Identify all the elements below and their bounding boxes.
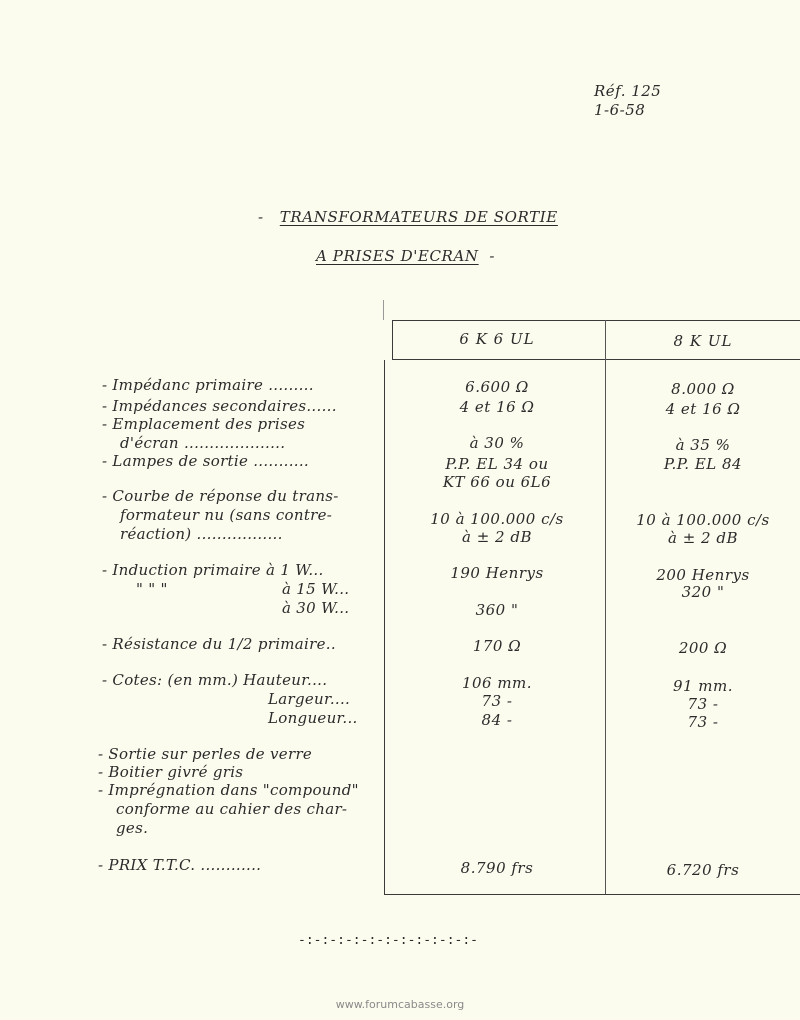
cell-6k6ul-lampes-1: P.P. EL 34 ou <box>445 455 549 473</box>
label-boitier: - Boitier givré gris <box>98 763 244 781</box>
cell-6k6ul-lampes-2: KT 66 ou 6L6 <box>442 473 552 491</box>
cell-6k6ul-imp-primaire: 6.600 Ω <box>465 378 529 396</box>
cell-6k6ul-resistance: 170 Ω <box>472 637 522 655</box>
cell-8kul-longueur: 73 - <box>687 713 719 731</box>
table-top-tick <box>383 300 384 320</box>
table-left-border <box>384 360 385 895</box>
cell-8kul-induction-1: 200 Henrys <box>656 566 750 584</box>
label-impregnation-2: conforme au cahier des char- <box>116 800 348 818</box>
cell-8kul-emplacement: à 35 % <box>675 436 731 454</box>
cell-6k6ul-induction-1: 190 Henrys <box>450 564 544 582</box>
label-courbe-2: formateur nu (sans contre- <box>120 506 333 524</box>
title-text-2: A PRISES D'ECRAN <box>316 247 479 265</box>
cell-6k6ul-courbe-2: à ± 2 dB <box>462 528 532 546</box>
title-line-2 <box>316 247 495 265</box>
label-impregnation-3: ges. <box>116 819 149 837</box>
cell-8kul-courbe-1: 10 à 100.000 c/s <box>636 511 770 529</box>
table-bottom-border <box>384 894 800 895</box>
title-dash-end: - <box>489 247 496 265</box>
label-cotes-hauteur: - Cotes: (en mm.) Hauteur.... <box>102 671 328 689</box>
cell-8kul-imp-secondaires: 4 et 16 Ω <box>665 400 741 418</box>
cell-6k6ul-emplacement: à 30 % <box>469 434 525 452</box>
cell-6k6ul-longueur: 84 - <box>481 711 513 729</box>
label-impedances-secondaires: - Impédances secondaires...... <box>102 397 337 415</box>
title-dash: - <box>258 208 264 226</box>
cell-6k6ul-hauteur: 106 mm. <box>461 674 533 692</box>
label-resistance: - Résistance du 1/2 primaire.. <box>102 635 336 653</box>
watermark-url: www.forumcabasse.org <box>335 998 465 1011</box>
column-header-6k6ul: 6 K 6 UL <box>459 330 535 348</box>
label-impregnation-1: - Imprégnation dans "compound" <box>98 781 359 799</box>
label-lampes-sortie: - Lampes de sortie ........... <box>102 452 309 470</box>
label-cotes-largeur: Largeur.... <box>268 690 351 708</box>
label-induction-ditto: " " " <box>136 580 168 598</box>
cell-8kul-courbe-2: à ± 2 dB <box>668 529 738 547</box>
cell-6k6ul-largeur: 73 - <box>481 692 513 710</box>
cell-8kul-lampes-1: P.P. EL 84 <box>663 455 743 473</box>
label-emplacement-2: d'écran .................... <box>120 434 286 452</box>
reference-number: Réf. 125 <box>594 82 662 100</box>
label-sortie-perles: - Sortie sur perles de verre <box>98 745 313 763</box>
footer-separator: -:-:-:-:-:-:-:-:-:-:-:- <box>298 933 479 948</box>
title-line-1 <box>258 208 558 226</box>
cell-8kul-induction-2: 320 " <box>681 583 725 601</box>
label-courbe-1: - Courbe de réponse du trans- <box>102 487 339 505</box>
document-date: 1-6-58 <box>594 101 646 119</box>
label-emplacement-1: - Emplacement des prises <box>102 415 306 433</box>
cell-8kul-imp-primaire: 8.000 Ω <box>671 380 735 398</box>
cell-6k6ul-prix: 8.790 frs <box>460 859 534 877</box>
label-induction-1: - Induction primaire à 1 W... <box>102 561 324 579</box>
label-induction-2: à 15 W... <box>282 580 350 598</box>
cell-6k6ul-courbe-1: 10 à 100.000 c/s <box>430 510 564 528</box>
cell-8kul-hauteur: 91 mm. <box>672 677 734 695</box>
label-courbe-3: réaction) ................. <box>120 525 283 543</box>
title-text-1: TRANSFORMATEURS DE SORTIE <box>279 208 558 226</box>
table-header-border <box>392 359 800 360</box>
table-top-border <box>392 320 800 321</box>
label-induction-3: à 30 W... <box>282 599 350 617</box>
label-prix: - PRIX T.T.C. ............ <box>98 856 262 874</box>
cell-6k6ul-induction-3: 360 " <box>475 601 519 619</box>
column-header-8kul: 8 K UL <box>673 332 733 350</box>
label-cotes-longueur: Longueur... <box>268 709 358 727</box>
cell-6k6ul-imp-secondaires: 4 et 16 Ω <box>459 398 535 416</box>
cell-8kul-largeur: 73 - <box>687 695 719 713</box>
label-impedance-primaire: - Impédanc primaire ......... <box>102 376 314 394</box>
cell-8kul-prix: 6.720 frs <box>666 861 740 879</box>
cell-8kul-resistance: 200 Ω <box>678 639 728 657</box>
